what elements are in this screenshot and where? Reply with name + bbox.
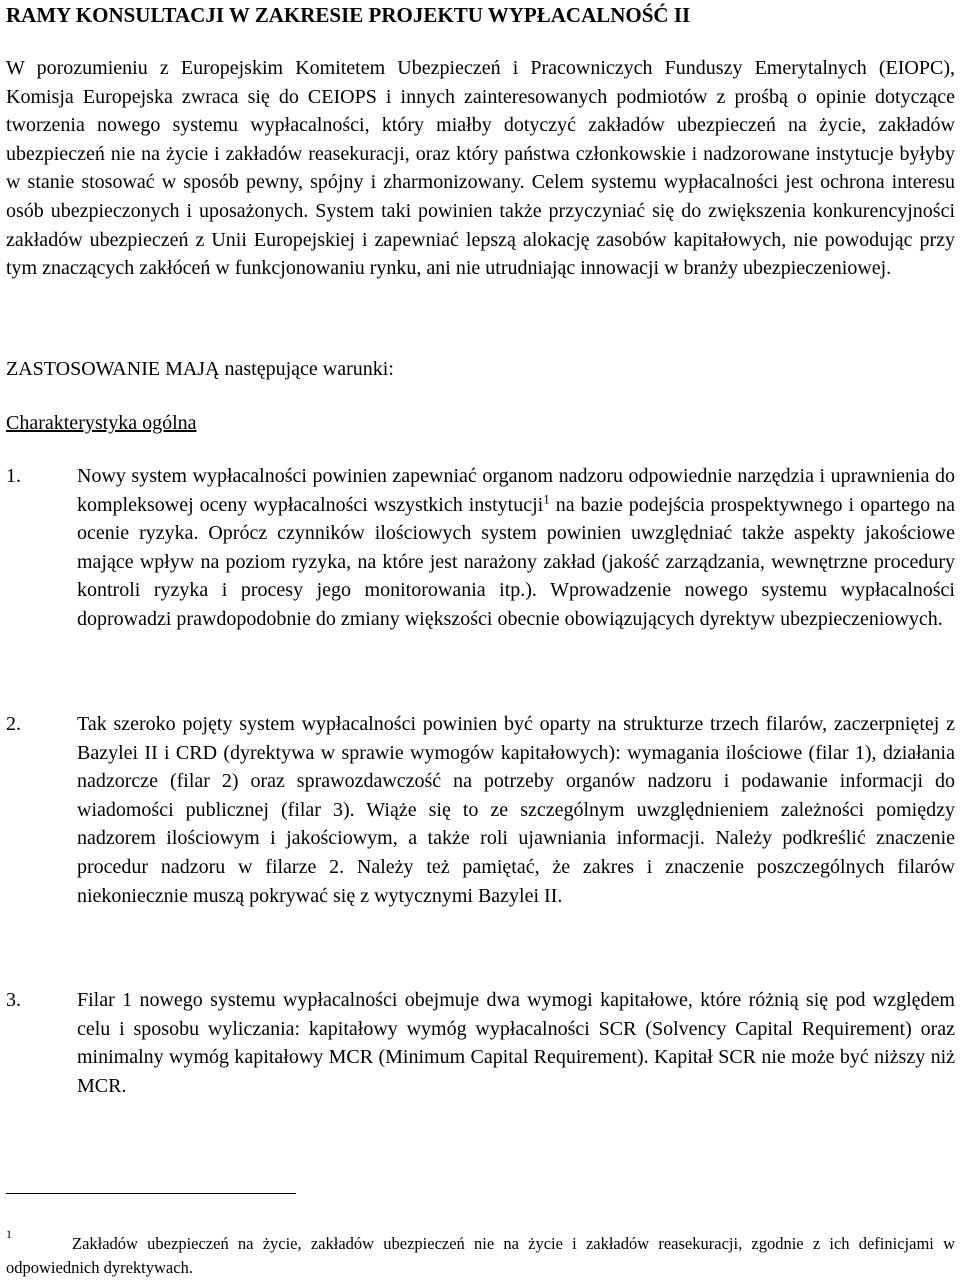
list-item-text: Filar 1 nowego systemu wypłacalności obejmuje dwa wymogi kapitałowe, które różnią się pod względem celu i sposobu wyliczania: kapitałowy wymóg wypłacalności SCR (Solvency Capital Requirement) oraz minimalny wymóg kapitałowy MCR (Minimum Capital Requirement). Kapitał SCR nie może być niższy niż MCR. <box>77 989 955 1097</box>
list-item <box>6 986 955 1100</box>
list-item <box>6 462 955 634</box>
list-item-number: 1. <box>6 465 21 487</box>
section-heading: Charakterystyka ogólna <box>6 412 197 434</box>
list-item-text-part: Nowy system wypłacalności powinien zapewniać organom nadzoru odpowiednie narzędzia i uprawnienia do kompleksowej oceny wypłacalności wszystkich instytucji <box>77 465 955 516</box>
footnote-reference: 1 <box>543 490 550 506</box>
intro-paragraph: W porozumieniu z Europejskim Komitetem Ubezpieczeń i Pracowniczych Funduszy Emerytalnych (EIOPC), Komisja Europejska zwraca się do CEIOPS i innych zainteresowanych podmiotów z prośbą o opinie dotyczące tworzenia nowego systemu wypłacalności, który miałby dotyczyć zakładów ubezpieczeń na życie, zakładów ubezpieczeń nie na życie i zakładów reasekuracji, oraz który państwa członkowskie i nadzorowane instytucje byłyby w stanie stosować w sposób pewny, spójny i zharmonizowany. Celem systemu wypłacalności jest ochrona interesu osób ubezpieczonych i uposażonych. System taki powinien także przyczyniać się do zwiększenia konkurencyjności zakładów ubezpieczeń z Unii Europejskiej i zapewniać lepszą alokację zasobów kapitałowych, nie powodując przy tym znaczących zakłóceń w funkcjonowaniu rynku, ani nie utrudniając innowacji w branży ubezpieczeniowej. <box>6 57 955 280</box>
list-item-number: 2. <box>6 713 21 735</box>
list-item <box>6 710 955 910</box>
document-title: RAMY KONSULTACJI W ZAKRESIE PROJEKTU WYPŁACALNOŚĆ II <box>6 3 691 27</box>
list-item-number: 3. <box>6 989 21 1011</box>
conditions-line: ZASTOSOWANIE MAJĄ następujące warunki: <box>6 358 394 380</box>
footnote-number: 1 <box>6 1227 12 1241</box>
footnote-text: Zakładów ubezpieczeń na życie, zakładów ubezpieczeń nie na życie i zakładów reasekuracji, zgodnie z ich definicjami w odpowiednich dyrektywach. <box>6 1234 955 1277</box>
list-item-text: Tak szeroko pojęty system wypłacalności powinien być oparty na strukturze trzech filarów, zaczerpniętej z Bazylei II i CRD (dyrektywa w sprawie wymogów kapitałowych): wymagania ilościowe (filar 1), działania nadzorcze (filar 2) oraz sprawozdawczość na potrzeby organów nadzoru i podawanie informacji do wiadomości publicznej (filar 3). Wiąże się to ze szczególnym uwzględnieniem zależności pomiędzy nadzorem ilościowym i jakościowym, a także roli ujawniania informacji. Należy podkreślić znaczenie procedur nadzoru w filarze 2. Należy też pamiętać, że zakres i znaczenie poszczególnych filarów niekoniecznie muszą pokrywać się z wytycznymi Bazylei II. <box>77 713 955 907</box>
footnote <box>6 1222 955 1280</box>
footnote-divider <box>6 1193 296 1194</box>
list-item-text-part: na bazie podejścia prospektywnego i opartego na ocenie ryzyka. Oprócz czynników ilościowych system powinien uwzględniać także aspekty jakościowe mające wpływ na poziom ryzyka, na które jest narażony zakład (jakość zarządzania, wewnętrzne procedury kontroli ryzyka i procesy jego monitorowania itp.). Wprowadzenie nowego systemu wypłacalności doprowadzi prawdopodobnie do zmiany większości obecnie obowiązujących dyrektyw ubezpieczeniowych. <box>77 493 955 630</box>
list-item-text <box>77 462 955 634</box>
